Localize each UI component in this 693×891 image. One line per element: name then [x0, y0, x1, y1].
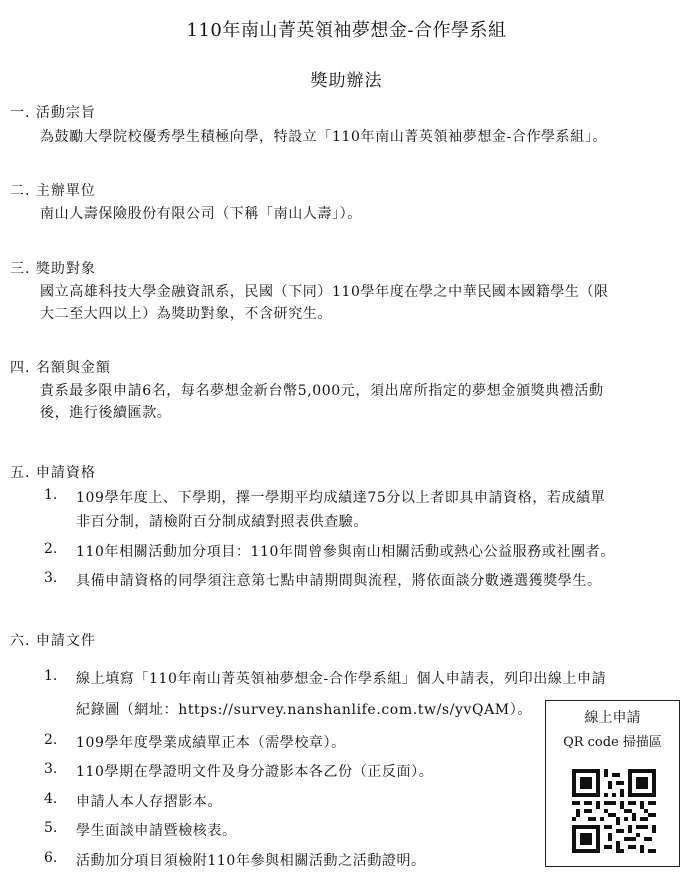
list-item-text: 活動加分項目須檢附110年參與相關活動之活動證明。: [76, 853, 426, 869]
section-heading-documents: 六. 申請文件: [10, 633, 96, 649]
section-heading-eligible-recipients: 三. 獎助對象: [10, 261, 96, 277]
section-text: 為鼓勵大學院校優秀學生積極向學，特設立「110年南山菁英領袖夢想金-合作學系組」。: [40, 129, 608, 145]
list-item-text: 紀錄圖（網址：https://survey.nanshanlife.com.tw/s/yvQAM）。: [76, 702, 532, 718]
section-heading-quota-amount: 四. 名額與金額: [10, 360, 111, 376]
list-number: 3.: [44, 761, 58, 777]
section-text: 大二至大四以上）為獎助對象，不含研究生。: [40, 306, 332, 322]
page-subtitle: 獎助辦法: [310, 71, 383, 91]
list-item-text: 109學年度學業成績單正本（需學校章）。: [76, 735, 346, 751]
qr-code-box: [545, 700, 680, 867]
list-item-text: 申請人本人存摺影本。: [76, 794, 222, 810]
list-number: 1.: [44, 668, 58, 684]
list-number: 2.: [44, 732, 58, 748]
list-number: 6.: [44, 850, 58, 866]
qr-code-icon[interactable]: [572, 769, 656, 853]
list-item-text: 學生面談申請暨檢核表。: [76, 823, 237, 839]
list-number: 4.: [44, 791, 58, 807]
list-number: 5.: [44, 820, 58, 836]
qr-box-caption: QR code 掃描區: [563, 735, 662, 750]
list-number: 1.: [44, 487, 58, 503]
section-text: 國立高雄科技大學金融資訊系，民國（下同）110學年度在學之中華民國本國籍學生（限: [40, 284, 609, 300]
list-number: 3.: [44, 570, 58, 586]
section-heading-qualifications: 五. 申請資格: [10, 465, 96, 481]
page-title: 110年南山菁英領袖夢想金-合作學系組: [186, 20, 507, 41]
list-item-text: 110年相關活動加分項目：110年間曾參與南山相關活動或熱心公益服務或社團者。: [76, 544, 615, 560]
section-heading-organizer: 二. 主辦單位: [10, 183, 96, 199]
list-item-text: 具備申請資格的同學須注意第七點申請期間與流程，將依面談分數遴選獲獎學生。: [76, 573, 602, 589]
qr-box-label: 線上申請: [584, 710, 641, 726]
list-number: 2.: [44, 541, 58, 557]
list-item-text: 110學期在學證明文件及身分證影本各乙份（正反面）。: [76, 764, 434, 780]
list-item-text: 線上填寫「110年南山菁英領袖夢想金-合作學系組」個人申請表，列印出線上申請: [76, 671, 607, 687]
list-item-text: 非百分制，請檢附百分制成績對照表供查驗。: [76, 514, 368, 530]
list-item-text: 109學年度上、下學期，擇一學期平均成績達75分以上者即具申請資格，若成績單: [76, 490, 606, 506]
section-text: 後，進行後續匯款。: [40, 405, 172, 421]
section-heading-purpose: 一. 活動宗旨: [10, 105, 96, 121]
section-text: 南山人壽保險股份有限公司（下稱「南山人壽」）。: [40, 206, 362, 222]
section-text: 貴系最多限申請6名，每名夢想金新台幣5,000元，須出席所指定的夢想金頒獎典禮活動: [40, 383, 604, 399]
